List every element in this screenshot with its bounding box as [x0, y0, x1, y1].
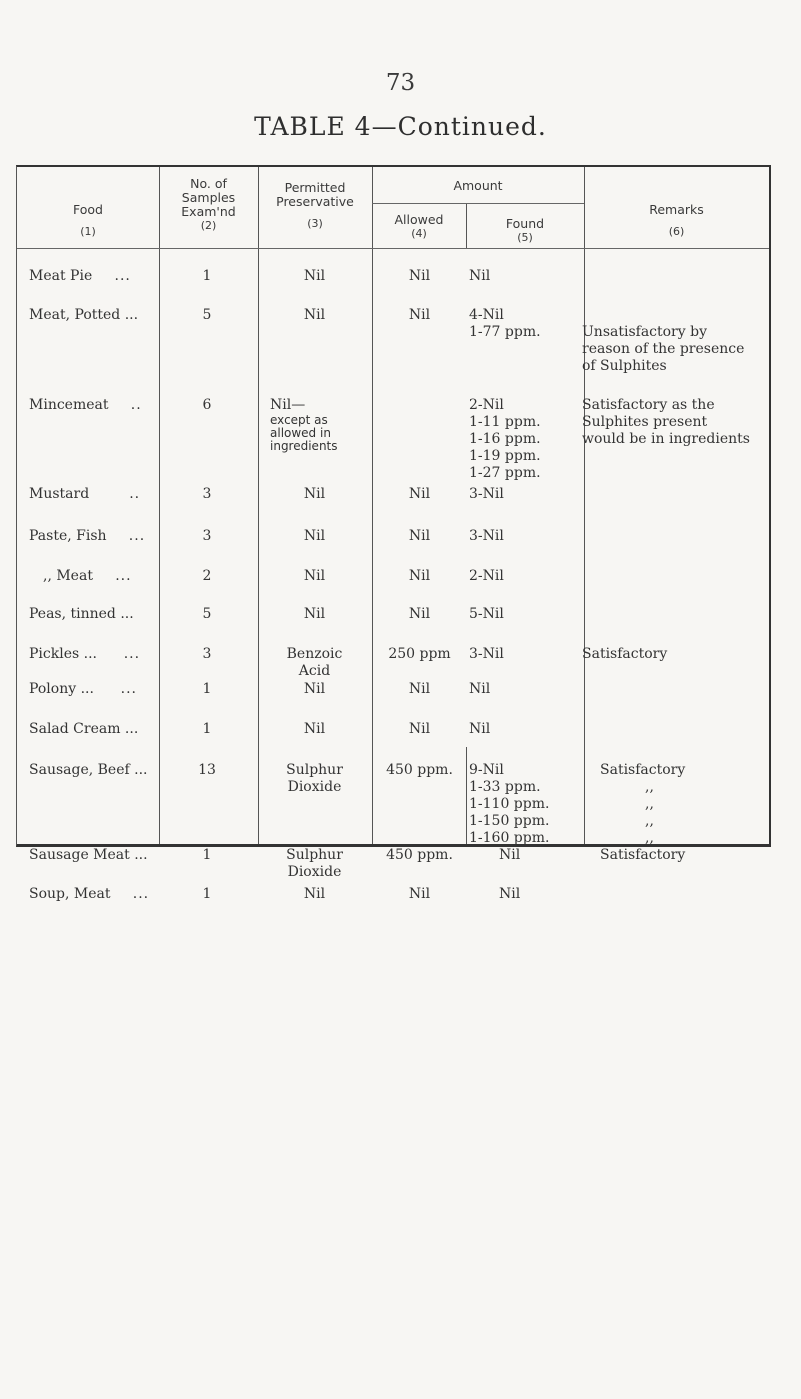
- preservative-note: ingredients: [270, 439, 338, 453]
- food-cell: Salad Cream ...: [29, 721, 139, 737]
- preservative-cell: Nil: [303, 681, 326, 697]
- leader-dots: ...: [120, 681, 137, 697]
- amount-divider: [372, 203, 584, 204]
- header-preservative-number: (3): [307, 217, 323, 230]
- allowed-cell: Nil: [408, 486, 431, 502]
- preservative-cell: Nil: [303, 528, 326, 544]
- food-name: Paste, Fish: [29, 528, 107, 544]
- samples-cell: 2: [202, 568, 212, 584]
- samples-cell: 1: [202, 721, 212, 737]
- preservative-cell: [270, 397, 385, 453]
- found-line: 4-Nil: [469, 307, 504, 323]
- preservative-cell: Nil: [303, 606, 326, 622]
- header-found-number: (5): [517, 231, 533, 244]
- allowed-cell: Nil: [408, 568, 431, 584]
- ditto-mark: ,,: [645, 779, 654, 795]
- food-name: Mincemeat: [29, 397, 109, 413]
- header-allowed-number: (4): [411, 227, 427, 240]
- found-line: 1-150 ppm.: [469, 813, 550, 829]
- samples-cell: 1: [202, 886, 212, 902]
- samples-cell: 6: [202, 397, 212, 413]
- remarks-cell: Satisfactory: [600, 847, 686, 863]
- header-food: [17, 203, 159, 239]
- found-cell: Nil: [469, 681, 491, 697]
- header-food-number: (1): [80, 225, 96, 238]
- allowed-cell: Nil: [408, 528, 431, 544]
- header-samples-line: Samples: [181, 190, 236, 205]
- preservative-line: Acid: [298, 663, 331, 679]
- allowed-cell: Nil: [408, 307, 431, 323]
- allowed-cell: Nil: [408, 721, 431, 737]
- allowed-cell: Nil: [408, 681, 431, 697]
- allowed-cell: Nil: [408, 268, 431, 284]
- remarks-line: would be in ingredients: [582, 431, 750, 447]
- preservative-cell: Nil: [303, 268, 326, 284]
- leader-dots: ...: [132, 886, 150, 902]
- leader-dots: ...: [128, 528, 146, 544]
- preservative-line: Sulphur: [286, 762, 343, 778]
- found-line: 1-33 ppm.: [469, 779, 541, 795]
- food-cell: [29, 397, 169, 414]
- ditto-mark: ,,: [645, 813, 654, 829]
- food-preservative-table: [16, 165, 771, 902]
- found-line: 1-160 ppm.: [469, 830, 550, 846]
- allowed-cell: Nil: [408, 606, 431, 622]
- found-cell: [469, 307, 584, 341]
- food-name: Pickles ...: [29, 646, 97, 662]
- header-samples: [159, 177, 258, 233]
- found-cell: 3-Nil: [469, 646, 504, 662]
- leader-dots: ...: [115, 568, 132, 584]
- found-line: 1-77 ppm.: [469, 324, 541, 340]
- food-name: Meat Pie: [29, 268, 93, 284]
- preservative-cell: [257, 646, 372, 680]
- found-cell: Nil: [469, 268, 491, 284]
- food-cell: [29, 886, 169, 903]
- leader-dots: ..: [129, 486, 141, 502]
- header-found-label: Found: [505, 216, 545, 231]
- samples-cell: 1: [202, 268, 212, 284]
- samples-cell: 3: [202, 646, 212, 662]
- preservative-cell: Nil: [303, 568, 326, 584]
- samples-cell: 3: [202, 528, 212, 544]
- leader-dots: ...: [123, 646, 141, 662]
- found-cell: [469, 397, 584, 482]
- samples-cell: 1: [202, 681, 212, 697]
- food-cell: [29, 486, 169, 503]
- food-cell: Sausage Meat ...: [29, 847, 148, 863]
- page-title: TABLE 4—Continued.: [254, 112, 547, 141]
- preservative-cell: Nil: [303, 721, 326, 737]
- leader-dots: ..: [130, 397, 142, 413]
- header-samples-line: Exam'nd: [181, 204, 236, 219]
- samples-cell: 5: [202, 307, 212, 323]
- header-divider: [17, 248, 769, 249]
- preservative-note: allowed in: [270, 426, 331, 440]
- food-name: Mustard: [29, 486, 90, 502]
- preservative-note: except as: [270, 413, 328, 427]
- remarks-line: of Sulphites: [582, 358, 667, 374]
- remarks-cell: [600, 762, 790, 847]
- remarks-line: Satisfactory: [600, 762, 686, 778]
- allowed-cell: 450 ppm.: [386, 847, 453, 863]
- ditto-mark: ,,: [645, 796, 654, 812]
- preservative-cell: [257, 762, 372, 796]
- samples-cell: 13: [198, 762, 216, 778]
- allowed-cell: Nil: [408, 886, 431, 902]
- preservative-line: Benzoic: [286, 646, 343, 662]
- preservative-main: Nil—: [270, 397, 306, 413]
- food-cell: Peas, tinned ...: [29, 606, 134, 622]
- found-cell: 5-Nil: [469, 606, 504, 622]
- found-line: 9-Nil: [469, 762, 504, 778]
- header-amount: Amount: [453, 178, 503, 193]
- header-samples-number: (2): [200, 219, 217, 232]
- header-allowed-label: Allowed: [394, 212, 444, 227]
- found-cell: Nil: [499, 847, 521, 863]
- food-name: ,, Meat: [43, 568, 93, 584]
- food-cell: [29, 681, 169, 698]
- preservative-line: Dioxide: [287, 864, 342, 880]
- found-line: 1-110 ppm.: [469, 796, 550, 812]
- header-preservative: [258, 181, 372, 231]
- samples-cell: 5: [202, 606, 212, 622]
- remarks-cell: [582, 397, 772, 448]
- found-line: 1-27 ppm.: [469, 465, 541, 481]
- preservative-cell: Nil: [303, 886, 326, 902]
- preservative-cell: Nil: [303, 486, 326, 502]
- remarks-line: Unsatisfactory by: [582, 324, 707, 340]
- header-preservative-line: Preservative: [276, 194, 354, 209]
- ditto-mark: ,,: [645, 830, 654, 846]
- header-food-label: Food: [73, 202, 103, 217]
- samples-cell: 1: [202, 847, 212, 863]
- found-line: 2-Nil: [469, 397, 504, 413]
- remarks-line: Satisfactory as the: [582, 397, 715, 413]
- found-cell: 3-Nil: [469, 528, 504, 544]
- remarks-line: Sulphites present: [582, 414, 708, 430]
- preservative-line: Dioxide: [287, 779, 342, 795]
- food-cell: [29, 528, 169, 545]
- header-remarks-number: (6): [668, 225, 685, 238]
- header-remarks-label: Remarks: [649, 202, 704, 217]
- header-remarks: [584, 203, 769, 239]
- column-divider: [584, 167, 585, 844]
- found-cell: 3-Nil: [469, 486, 504, 502]
- header-samples-line: No. of: [190, 176, 227, 191]
- remarks-cell: Satisfactory: [582, 646, 668, 662]
- found-cell: 2-Nil: [469, 568, 504, 584]
- remarks-cell: [582, 324, 772, 375]
- found-cell: Nil: [499, 886, 521, 902]
- remarks-line: reason of the presence: [582, 341, 745, 357]
- leader-dots: ...: [114, 268, 131, 284]
- preservative-cell: Nil: [303, 307, 326, 323]
- allowed-cell: 450 ppm.: [386, 762, 453, 778]
- food-name: Soup, Meat: [29, 886, 111, 902]
- found-line: 1-11 ppm.: [469, 414, 541, 430]
- header-found: [466, 217, 584, 245]
- preservative-line: Sulphur: [286, 847, 343, 863]
- header-preservative-line: Permitted: [284, 180, 346, 195]
- food-cell: Sausage, Beef ...: [29, 762, 148, 778]
- found-line: 1-16 ppm.: [469, 431, 541, 447]
- food-cell: [29, 268, 169, 285]
- page-number: 73: [385, 70, 416, 96]
- food-cell: [29, 646, 169, 663]
- header-allowed: [372, 213, 466, 241]
- allowed-cell: 250 ppm: [388, 646, 451, 662]
- found-line: 1-19 ppm.: [469, 448, 541, 464]
- found-cell: Nil: [469, 721, 491, 737]
- food-cell: Meat, Potted ...: [29, 307, 139, 323]
- food-name: Polony ...: [29, 681, 94, 697]
- samples-cell: 3: [202, 486, 212, 502]
- found-cell: [469, 762, 584, 847]
- preservative-cell: [257, 847, 372, 881]
